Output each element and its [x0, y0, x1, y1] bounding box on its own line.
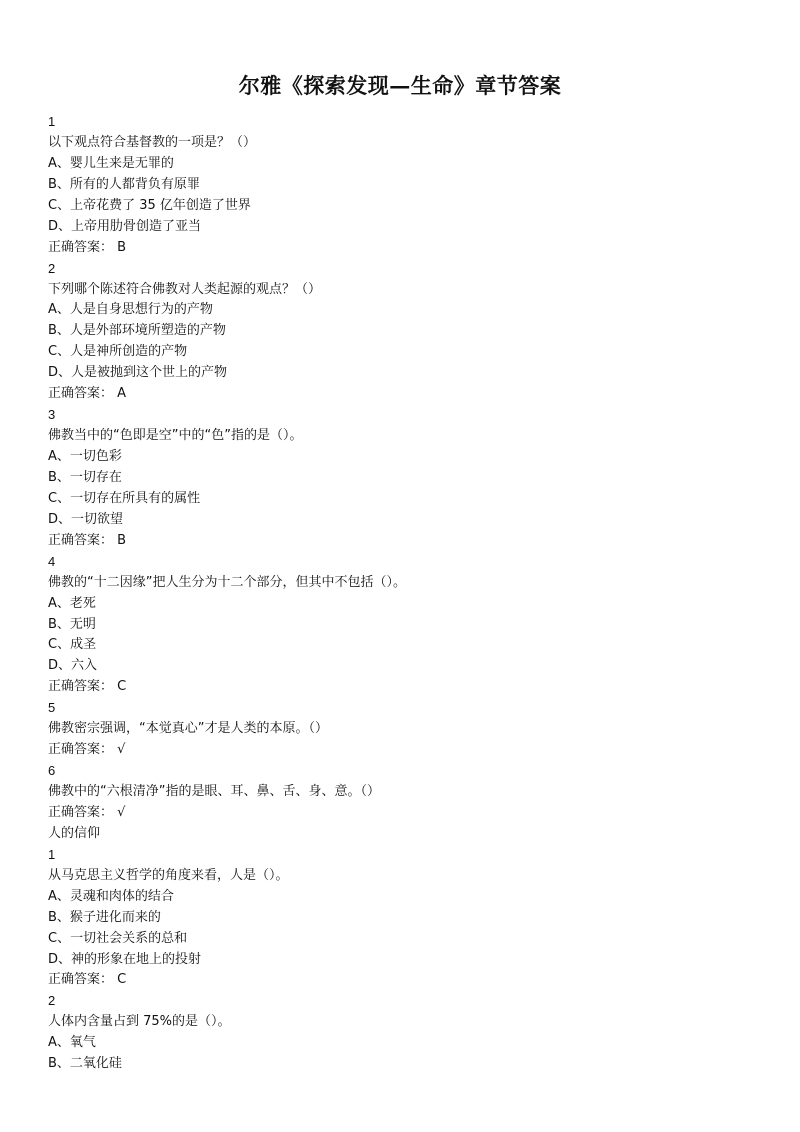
question-number: 5: [48, 700, 56, 716]
answer-line: 正确答案： C: [48, 679, 127, 695]
question-text: 下列哪个陈述符合佛教对人类起源的观点？（）: [48, 281, 322, 297]
option-line: D、六入: [48, 658, 98, 674]
question-number: 3: [48, 407, 56, 423]
option-line: C、人是神所创造的产物: [48, 344, 188, 360]
option-line: C、上帝花费了 35 亿年创造了世界: [48, 197, 251, 213]
answer-line: 正确答案： A: [48, 386, 127, 402]
question-text: 人体内含量占到 75%的是（）。: [48, 1014, 231, 1030]
question-number: 4: [48, 553, 56, 569]
document-title: 尔雅《探索发现—生命》章节答案: [238, 73, 562, 98]
answer-line: 正确答案： √: [48, 742, 126, 758]
option-line: B、二氧化硅: [48, 1056, 122, 1072]
question-number: 1: [48, 114, 56, 129]
question-number: 6: [48, 763, 56, 779]
question-text: 佛教中的“六根清净”指的是眼、耳、鼻、舌、身、意。（）: [48, 784, 380, 799]
question-text: 佛教密宗强调，“本觉真心”才是人类的本原。（）: [48, 721, 328, 737]
option-line: B、人是外部环境所塑造的产物: [48, 323, 226, 339]
option-line: B、猴子进化而来的: [48, 909, 161, 925]
option-line: D、上帝用肋骨创造了亚当: [48, 218, 202, 234]
option-line: C、一切存在所具有的属性: [48, 490, 201, 506]
option-line: A、婴儿生来是无罪的: [48, 155, 174, 171]
question-text: 从马克思主义哲学的角度来看，人是（）。: [48, 867, 289, 883]
answer-line: 正确答案： C: [48, 972, 127, 988]
answer-line: 正确答案： B: [48, 532, 127, 548]
question-text: 佛教的“十二因缘”把人生分为十二个部分，但其中不包括（）。: [48, 574, 406, 590]
question-number: 1: [48, 846, 56, 862]
question-number: 2: [48, 993, 56, 1009]
document-body: [48, 112, 768, 1075]
answer-line: 正确答案： √: [48, 804, 126, 820]
question-text: 佛教当中的“色即是空”中的“色”指的是（）。: [48, 428, 303, 444]
question-text: 以下观点符合基督教的一项是？（）: [48, 134, 257, 150]
question-number: 2: [48, 260, 56, 276]
option-line: A、人是自身思想行为的产物: [48, 302, 213, 318]
option-line: C、一切社会关系的总和: [48, 930, 188, 946]
option-line: D、一切欲望: [48, 511, 124, 527]
option-line: C、成圣: [48, 637, 97, 653]
section-heading: 人的信仰: [48, 825, 101, 841]
option-line: A、灵魂和肉体的结合: [48, 888, 174, 904]
option-line: A、一切色彩: [48, 449, 122, 464]
option-line: A、老死: [48, 595, 96, 611]
option-line: A、氧气: [48, 1035, 96, 1051]
option-line: B、所有的人都背负有原罪: [48, 176, 200, 192]
option-line: D、神的形象在地上的投射: [48, 951, 202, 967]
option-line: B、一切存在: [48, 469, 122, 485]
option-line: B、无明: [48, 616, 96, 632]
option-line: D、人是被抛到这个世上的产物: [48, 365, 228, 381]
answer-line: 正确答案： B: [48, 239, 127, 255]
